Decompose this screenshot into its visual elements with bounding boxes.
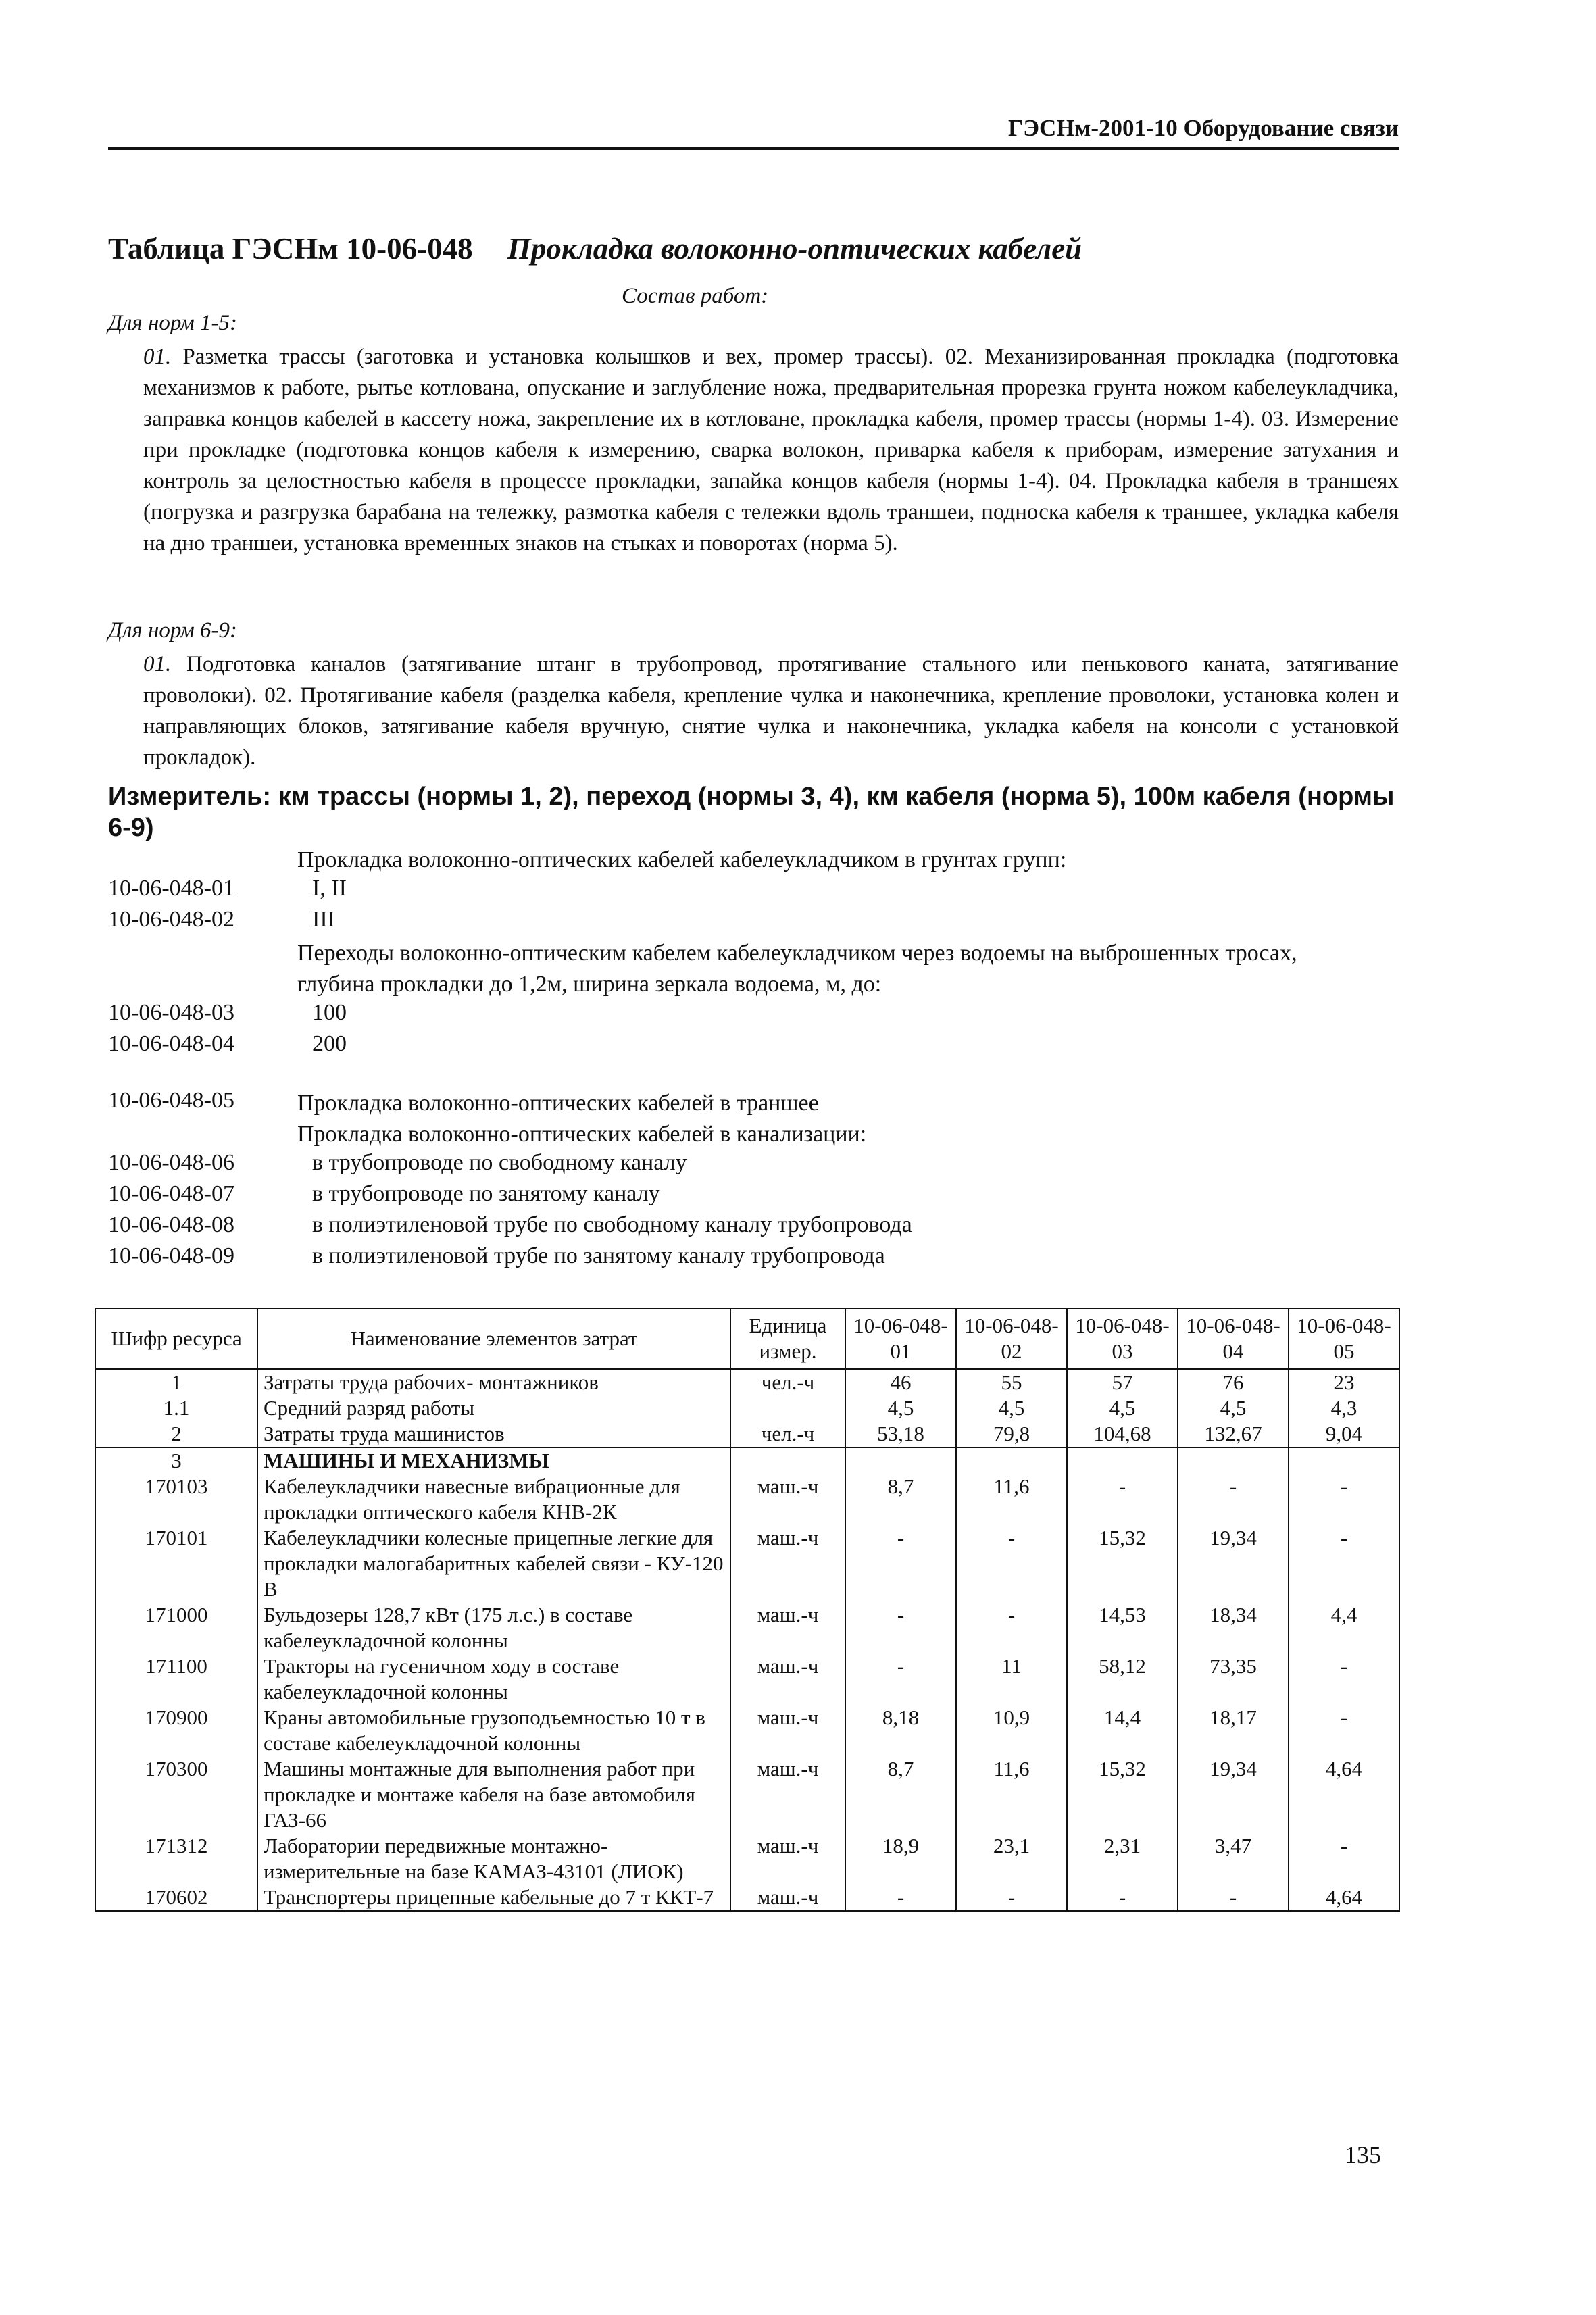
cell-value: 3,47: [1178, 1833, 1289, 1885]
cell-value: 18,34: [1178, 1602, 1289, 1653]
work-composition-title: Состав работ:: [622, 284, 769, 308]
cell-value: 15,32: [1067, 1756, 1178, 1833]
cell-value: 132,67: [1178, 1421, 1289, 1447]
norm-value-08: в полиэтиленовой трубе по свободному каналу трубопровода: [312, 1212, 912, 1237]
cell-value: 73,35: [1178, 1653, 1289, 1705]
norm-code-09: 10-06-048-09: [108, 1243, 234, 1268]
norm-group2-heading: Переходы волоконно-оптическим кабелем кабелеукладчиком через водоемы на выброшенных тросах, глубина прокладки до 1,2м, ширина зеркала водоема, м, до:: [297, 941, 1297, 997]
cell-value: 57: [1067, 1369, 1178, 1395]
cell-value: 14,4: [1067, 1705, 1178, 1756]
table-row: [95, 1369, 1399, 1395]
cell-value: [1178, 1447, 1289, 1474]
table-row: [95, 1421, 1399, 1447]
cell-value: 4,3: [1289, 1395, 1399, 1421]
norm-value-09: в полиэтиленовой трубе по занятому каналу трубопровода: [312, 1243, 885, 1268]
cell-code: 170900: [95, 1705, 257, 1756]
cell-unit: маш.-ч: [730, 1705, 845, 1756]
cell-value: -: [845, 1525, 956, 1602]
cell-unit: маш.-ч: [730, 1833, 845, 1885]
cell-unit: [730, 1395, 845, 1421]
resource-table: [95, 1308, 1400, 1912]
table-row: [95, 1395, 1399, 1421]
norm-group3-heading: Прокладка волоконно-оптических кабелей в канализации:: [297, 1122, 867, 1147]
cell-value: 4,5: [845, 1395, 956, 1421]
norm-value-04: 200: [312, 1031, 347, 1056]
table-row: [95, 1602, 1399, 1653]
cell-value: 19,34: [1178, 1756, 1289, 1833]
cell-unit: маш.-ч: [730, 1756, 845, 1833]
header-cell: Наименование элементов затрат: [257, 1308, 730, 1369]
table-row: [95, 1653, 1399, 1705]
cell-name: Бульдозеры 128,7 кВт (175 л.с.) в составе кабелеукладочной колонны: [257, 1602, 730, 1653]
cell-value: -: [956, 1885, 1067, 1911]
cell-value: 46: [845, 1369, 956, 1395]
cell-value: -: [1178, 1474, 1289, 1525]
norm-value-07: в трубопроводе по занятому каналу: [312, 1181, 660, 1206]
header-cell: 10-06-048-04: [1178, 1308, 1289, 1369]
cell-code: 170103: [95, 1474, 257, 1525]
cell-value: -: [1289, 1525, 1399, 1602]
cell-unit: маш.-ч: [730, 1885, 845, 1911]
cell-name: Затраты труда машинистов: [257, 1421, 730, 1447]
group2-num: 01.: [143, 652, 172, 676]
group1-body: Разметка трассы (заготовка и установка колышков и вех, промер трассы). 02. Механизированная прокладка (подготовка механизмов к работе, рытье котлована, опускание и заглубление ножа, предварительная прорезка грунта ножом кабелеукладчика, заправка концов кабелей в кассету ножа, закрепление их в котловане, прокладка кабеля, промер трассы (нормы 1-4). 03. Измерение при прокладке (подготовка концов кабеля к измерению, сварка волокон, приварка кабеля к приборам, измерение затухания и контроль за целостностью кабеля в процессе прокладки, запайка концов кабеля (нормы 1-4). 04. Прокладка кабеля в траншеях (погрузка и разгрузка барабана на тележку, размотка кабеля с тележки вдоль траншеи, подноска кабеля к траншее, укладка кабеля на дно траншеи, установка временных знаков на стыках и поворотах (норма 5).: [143, 345, 1399, 555]
cell-value: -: [956, 1602, 1067, 1653]
meter: Измеритель: км трассы (нормы 1, 2), переход (нормы 3, 4), км кабеля (норма 5), 100м кабеля (нормы 6-9): [108, 782, 1395, 842]
table-title-name: Прокладка волоконно-оптических кабелей: [507, 232, 1082, 266]
header-cell: 10-06-048-01: [845, 1308, 956, 1369]
norm-value-05: Прокладка волоконно-оптических кабелей в траншее: [297, 1091, 819, 1116]
norm-code-02: 10-06-048-02: [108, 907, 234, 932]
cell-value: 18,17: [1178, 1705, 1289, 1756]
norm-value-06: в трубопроводе по свободному каналу: [312, 1150, 687, 1175]
cell-value: 53,18: [845, 1421, 956, 1447]
cell-value: [1289, 1447, 1399, 1474]
cell-value: [1067, 1447, 1178, 1474]
page-number: 135: [1345, 2141, 1381, 2168]
cell-value: 8,18: [845, 1705, 956, 1756]
norm-group1-heading: Прокладка волоконно-оптических кабелей кабелеукладчиком в грунтах групп:: [297, 847, 1067, 872]
cell-value: 23,1: [956, 1833, 1067, 1885]
group1-text: [143, 341, 1399, 559]
cell-value: 4,5: [1178, 1395, 1289, 1421]
norm-value-03: 100: [312, 1000, 347, 1025]
table-title-code: Таблица ГЭСНм 10-06-048: [108, 232, 473, 266]
group2-text: [143, 649, 1399, 773]
group2-label: Для норм 6-9:: [108, 618, 237, 643]
cell-value: 11,6: [956, 1474, 1067, 1525]
norm-code-07: 10-06-048-07: [108, 1181, 234, 1206]
cell-value: [956, 1447, 1067, 1474]
cell-unit: маш.-ч: [730, 1474, 845, 1525]
cell-code: 1: [95, 1369, 257, 1395]
cell-value: 23: [1289, 1369, 1399, 1395]
cell-unit: маш.-ч: [730, 1602, 845, 1653]
cell-value: -: [956, 1525, 1067, 1602]
cell-value: 19,34: [1178, 1525, 1289, 1602]
header-rule: [108, 147, 1399, 150]
running-header: ГЭСНм-2001-10 Оборудование связи: [1008, 115, 1399, 141]
norm-code-05: 10-06-048-05: [108, 1088, 234, 1113]
cell-unit: [730, 1447, 845, 1474]
cell-code: 1.1: [95, 1395, 257, 1421]
cell-value: 11: [956, 1653, 1067, 1705]
norm-value-01: I, II: [312, 876, 347, 901]
cell-value: -: [1178, 1885, 1289, 1911]
cell-value: 4,5: [1067, 1395, 1178, 1421]
cell-value: 4,4: [1289, 1602, 1399, 1653]
cell-value: 2,31: [1067, 1833, 1178, 1885]
cell-value: 76: [1178, 1369, 1289, 1395]
cell-value: 15,32: [1067, 1525, 1178, 1602]
table-row: [95, 1885, 1399, 1911]
cell-value: 18,9: [845, 1833, 956, 1885]
group1-num: 01.: [143, 345, 172, 369]
cell-name: Транспортеры прицепные кабельные до 7 т ККТ-7: [257, 1885, 730, 1911]
cell-unit: чел.-ч: [730, 1369, 845, 1395]
cell-value: -: [1289, 1474, 1399, 1525]
group2-body: Подготовка каналов (затягивание штанг в трубопровод, протягивание стального или пенькового каната, затягивание проволоки). 02. Протягивание кабеля (разделка кабеля, крепление чулка и наконечника, крепление проволоки, установка колен и направляющих блоков, затягивание кабеля вручную, снятие чулка и наконечника, укладка кабеля на консоли с установкой прокладок).: [143, 652, 1399, 770]
table-title: [108, 231, 1082, 266]
table-row: [95, 1474, 1399, 1525]
header-cell: Шифр ресурса: [95, 1308, 257, 1369]
cell-value: 104,68: [1067, 1421, 1178, 1447]
cell-value: 55: [956, 1369, 1067, 1395]
cell-value: [845, 1447, 956, 1474]
cell-name: Краны автомобильные грузоподъемностью 10 т в составе кабелеукладочной колонны: [257, 1705, 730, 1756]
cell-code: 2: [95, 1421, 257, 1447]
cell-name: Машины монтажные для выполнения работ при прокладке и монтаже кабеля на базе автомобиля ГАЗ-66: [257, 1756, 730, 1833]
cell-code: 171000: [95, 1602, 257, 1653]
cell-code: 170300: [95, 1756, 257, 1833]
cell-name: Средний разряд работы: [257, 1395, 730, 1421]
cell-code: 171100: [95, 1653, 257, 1705]
cell-code: 3: [95, 1447, 257, 1474]
cell-name: Тракторы на гусеничном ходу в составе кабелеукладочной колонны: [257, 1653, 730, 1705]
cell-value: -: [845, 1602, 956, 1653]
header-cell: 10-06-048-03: [1067, 1308, 1178, 1369]
norm-code-04: 10-06-048-04: [108, 1031, 234, 1056]
cell-value: 8,7: [845, 1474, 956, 1525]
cell-name: Кабелеукладчики колесные прицепные легкие для прокладки малогабаритных кабелей связи - КУ-120 В: [257, 1525, 730, 1602]
cell-unit: маш.-ч: [730, 1525, 845, 1602]
cell-value: 8,7: [845, 1756, 956, 1833]
cell-value: -: [1289, 1833, 1399, 1885]
norm-code-03: 10-06-048-03: [108, 1000, 234, 1025]
cell-value: 4,5: [956, 1395, 1067, 1421]
table-row: [95, 1833, 1399, 1885]
cell-value: -: [1067, 1474, 1178, 1525]
group1-label: Для норм 1-5:: [108, 311, 237, 335]
cell-value: 4,64: [1289, 1756, 1399, 1833]
cell-value: 14,53: [1067, 1602, 1178, 1653]
norm-value-02: III: [312, 907, 335, 932]
cell-value: -: [1067, 1885, 1178, 1911]
cell-code: 171312: [95, 1833, 257, 1885]
cell-code: 170602: [95, 1885, 257, 1911]
cell-name: Кабелеукладчики навесные вибрационные для прокладки оптического кабеля КНВ-2К: [257, 1474, 730, 1525]
cell-value: 4,64: [1289, 1885, 1399, 1911]
norm-code-01: 10-06-048-01: [108, 876, 234, 901]
cell-value: 11,6: [956, 1756, 1067, 1833]
table-row: [95, 1525, 1399, 1602]
cell-value: 58,12: [1067, 1653, 1178, 1705]
norm-code-08: 10-06-048-08: [108, 1212, 234, 1237]
cell-code: 170101: [95, 1525, 257, 1602]
cell-value: -: [1289, 1705, 1399, 1756]
cell-value: -: [845, 1885, 956, 1911]
header-cell: Единица измер.: [730, 1308, 845, 1369]
header-cell: 10-06-048-05: [1289, 1308, 1399, 1369]
table-header-row: [95, 1308, 1399, 1369]
cell-value: 9,04: [1289, 1421, 1399, 1447]
cell-value: -: [1289, 1653, 1399, 1705]
table-row: [95, 1756, 1399, 1833]
cell-name: Лаборатории передвижные монтажно-измерительные на базе КАМАЗ-43101 (ЛИОК): [257, 1833, 730, 1885]
cell-unit: маш.-ч: [730, 1653, 845, 1705]
cell-name: МАШИНЫ И МЕХАНИЗМЫ: [257, 1447, 730, 1474]
cell-value: 10,9: [956, 1705, 1067, 1756]
cell-value: 79,8: [956, 1421, 1067, 1447]
table-row: [95, 1705, 1399, 1756]
cell-name: Затраты труда рабочих- монтажников: [257, 1369, 730, 1395]
cell-unit: чел.-ч: [730, 1421, 845, 1447]
table-row: [95, 1447, 1399, 1474]
norm-code-06: 10-06-048-06: [108, 1150, 234, 1175]
cell-value: -: [845, 1653, 956, 1705]
header-cell: 10-06-048-02: [956, 1308, 1067, 1369]
